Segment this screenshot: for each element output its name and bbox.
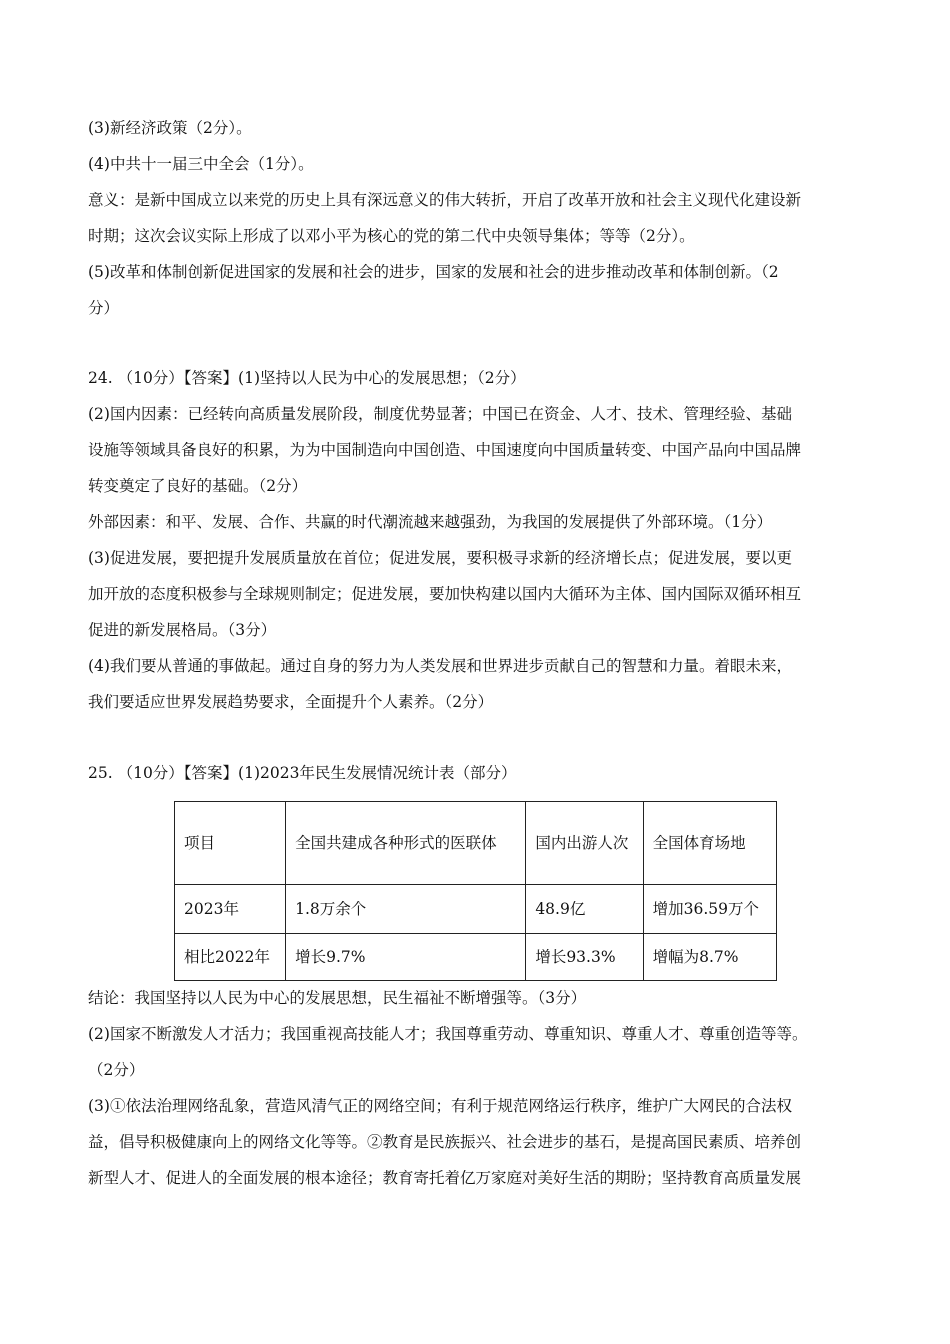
answer-line-significance-cont: 时期；这次会议实际上形成了以邓小平为核心的党的第二代中央领导集体；等等（2分）。 — [88, 227, 695, 245]
table-cell: 增幅为8.7% — [643, 934, 776, 981]
answer-line-5-cont: 分） — [88, 299, 120, 317]
table-cell: 全国共建成各种形式的医联体 — [286, 802, 526, 885]
q25-line: (2)国家不断激发人才活力；我国重视高技能人才；我国尊重劳动、尊重知识、尊重人才、尊重创造等等。 — [88, 1025, 808, 1043]
q24-line: 外部因素：和平、发展、合作、共赢的时代潮流越来越强劲，为我国的发展提供了外部环境。（1分） — [88, 513, 773, 531]
q24-line: 加开放的态度积极参与全球规则制定；促进发展，要加快构建以国内大循环为主体、国内国际双循环相互 — [88, 585, 802, 603]
table-cell: 全国体育场地 — [643, 802, 776, 885]
q25-heading: 25. （10分）【答案】(1)2023年民生发展情况统计表（部分） — [88, 764, 517, 782]
table-cell: 相比2022年 — [175, 934, 286, 981]
table-cell: 48.9亿 — [526, 885, 643, 934]
q24-line: 促进的新发展格局。（3分） — [88, 621, 277, 639]
table-cell: 增长93.3% — [526, 934, 643, 981]
q25-line: （2分） — [88, 1061, 145, 1079]
table-cell: 增加36.59万个 — [643, 885, 776, 934]
q24-line: (3)促进发展，要把提升发展质量放在首位；促进发展，要积极寻求新的经济增长点；促进发展，要以更 — [88, 549, 792, 567]
table-header-row — [175, 802, 777, 885]
q25-line: 益，倡导积极健康向上的网络文化等等。②教育是民族振兴、社会进步的基石，是提高国民素质、培养创 — [88, 1133, 802, 1151]
livelihood-stats-table — [174, 801, 777, 981]
table-row — [175, 885, 777, 934]
answer-line-4: (4)中共十一届三中全会（1分）。 — [88, 155, 314, 173]
answer-line-5: (5)改革和体制创新促进国家的发展和社会的进步，国家的发展和社会的进步推动改革和体制创新。（2 — [88, 263, 779, 281]
answer-line-3: (3)新经济政策（2分）。 — [88, 119, 252, 137]
q24-line: (4)我们要从普通的事做起。通过自身的努力为人类发展和世界进步贡献自己的智慧和力量。着眼未来， — [88, 657, 792, 675]
table-cell: 增长9.7% — [286, 934, 526, 981]
table-row — [175, 934, 777, 981]
table-cell: 1.8万余个 — [286, 885, 526, 934]
q24-line: (2)国内因素：已经转向高质量发展阶段，制度优势显著；中国已在资金、人才、技术、管理经验、基础 — [88, 405, 792, 423]
answer-line-significance: 意义：是新中国成立以来党的历史上具有深远意义的伟大转折，开启了改革开放和社会主义现代化建设新 — [88, 191, 802, 209]
table-cell: 2023年 — [175, 885, 286, 934]
q25-line: 新型人才、促进人的全面发展的根本途径；教育寄托着亿万家庭对美好生活的期盼；坚持教育高质量发展 — [88, 1169, 802, 1187]
q25-conclusion: 结论：我国坚持以人民为中心的发展思想，民生福祉不断增强等。（3分） — [88, 989, 587, 1007]
q24-line: 我们要适应世界发展趋势要求，全面提升个人素养。（2分） — [88, 693, 494, 711]
q24-heading: 24. （10分）【答案】(1)坚持以人民为中心的发展思想；（2分） — [88, 369, 526, 387]
table-cell: 国内出游人次 — [526, 802, 643, 885]
q24-line: 转变奠定了良好的基础。（2分） — [88, 477, 308, 495]
q24-line: 设施等领域具备良好的积累，为为中国制造向中国创造、中国速度向中国质量转变、中国产品向中国品牌 — [88, 441, 802, 459]
q25-line: (3)①依法治理网络乱象，营造风清气正的网络空间；有利于规范网络运行秩序，维护广大网民的合法权 — [88, 1097, 792, 1115]
table-cell: 项目 — [175, 802, 286, 885]
